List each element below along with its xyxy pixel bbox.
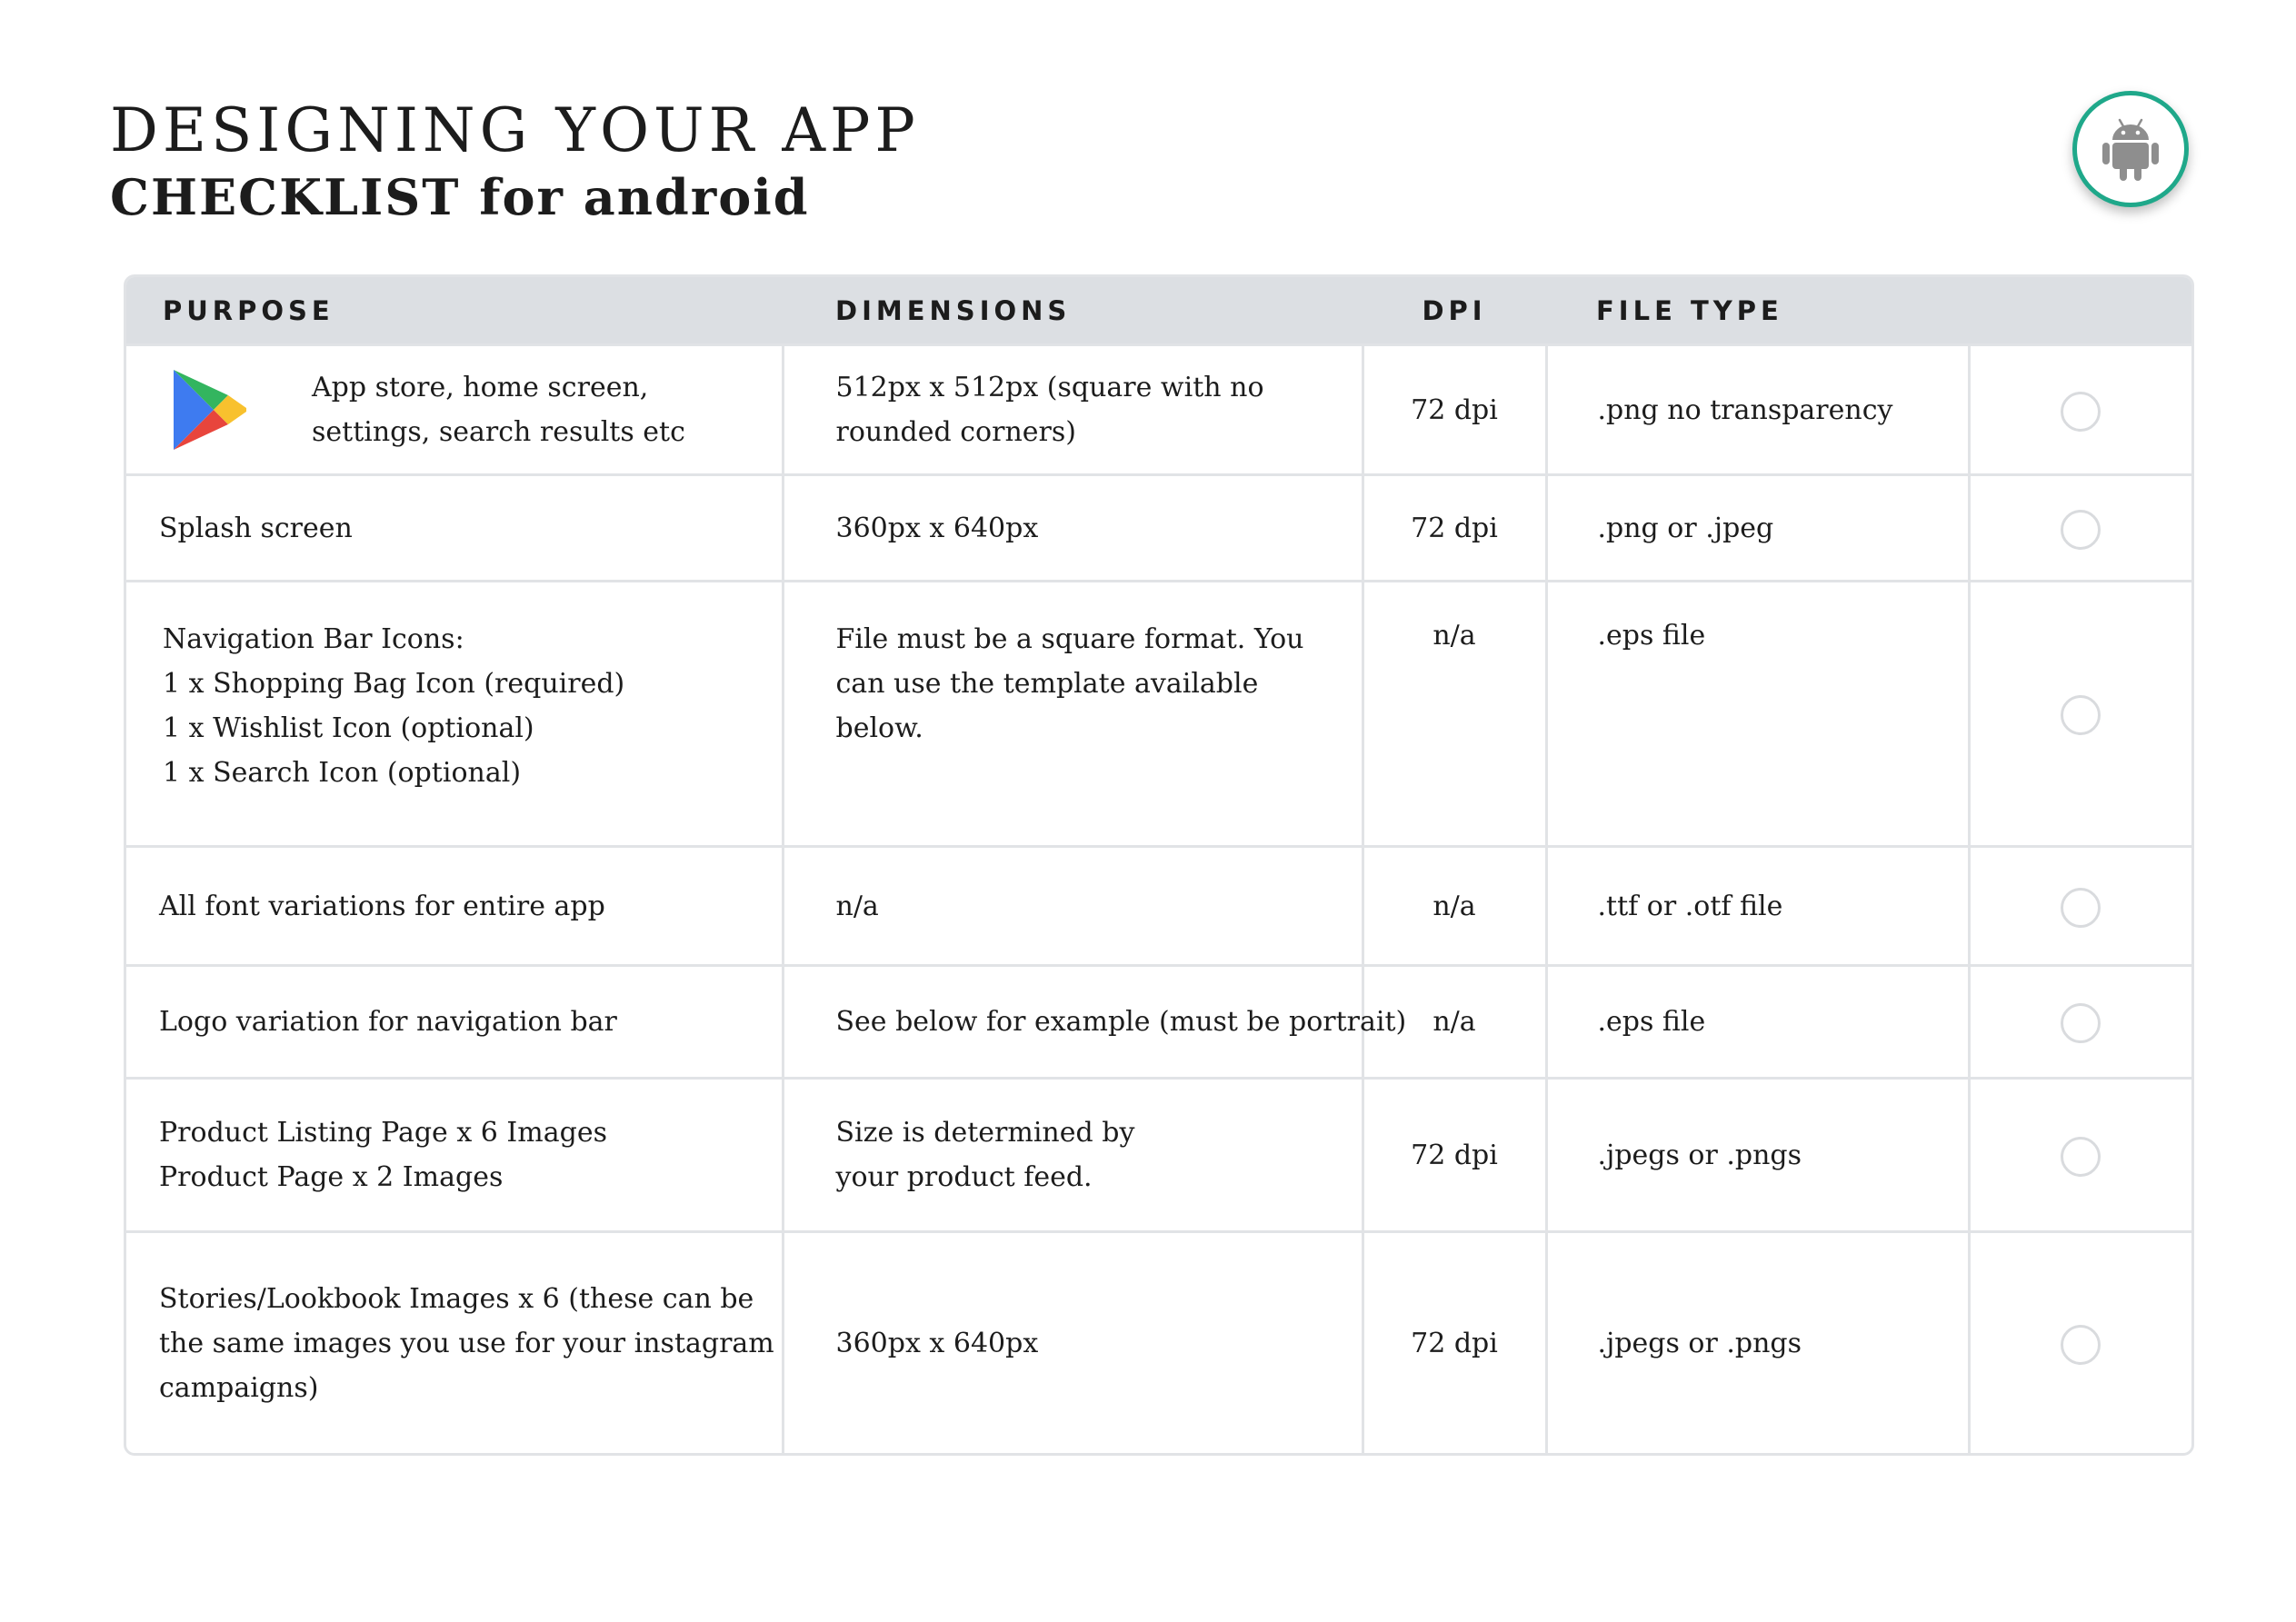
page-title: DESIGNING YOUR APP [110, 95, 920, 165]
purpose-text: campaigns) [159, 1372, 319, 1405]
table-row [126, 582, 2191, 847]
page-subtitle: CHECKLIST for android [110, 168, 810, 226]
table-header-row [126, 277, 2191, 345]
purpose-text: 1 x Search Icon (optional) [163, 757, 522, 789]
check-cell [1969, 966, 2191, 1079]
dimensions-cell [783, 1079, 1363, 1232]
purpose-text: Stories/Lookbook Images x 6 (these can be [159, 1283, 754, 1316]
checkbox[interactable] [2061, 392, 2101, 432]
column-header-dpi: DPI [1363, 277, 1546, 345]
table-row [126, 847, 2191, 966]
checkbox[interactable] [2061, 1137, 2101, 1177]
dimensions-text: can use the template available [835, 668, 1259, 700]
dpi-cell: n/a [1363, 582, 1546, 847]
file-type-cell: .jpegs or .pngs [1546, 1079, 1969, 1232]
table-row [126, 1232, 2191, 1455]
check-cell [1969, 345, 2191, 475]
checkbox[interactable] [2061, 510, 2101, 550]
table-row [126, 966, 2191, 1079]
checkbox[interactable] [2061, 1003, 2101, 1043]
dimensions-cell: See below for example (must be portrait) [783, 966, 1363, 1079]
purpose-cell [126, 345, 783, 475]
file-type-cell: .eps file [1546, 582, 1969, 847]
purpose-cell [126, 1079, 783, 1232]
table-row [126, 475, 2191, 582]
checkbox[interactable] [2061, 1325, 2101, 1365]
purpose-cell [126, 582, 783, 847]
checklist-table [124, 274, 2194, 1456]
column-header-check [1969, 277, 2191, 345]
dpi-cell: n/a [1363, 847, 1546, 966]
column-header-purpose: PURPOSE [126, 277, 783, 345]
purpose-text: 1 x Wishlist Icon (optional) [163, 712, 534, 744]
google-play-icon [170, 366, 246, 453]
dpi-cell: n/a [1363, 966, 1546, 1079]
checkbox[interactable] [2061, 888, 2101, 928]
dpi-cell: 72 dpi [1363, 345, 1546, 475]
file-type-cell: .ttf or .otf file [1546, 847, 1969, 966]
dimensions-text: below. [835, 712, 923, 744]
file-type-cell: .jpegs or .pngs [1546, 1232, 1969, 1455]
dimensions-text: File must be a square format. You [835, 623, 1304, 655]
column-header-file-type: FILE TYPE [1546, 277, 1969, 345]
dpi-cell: 72 dpi [1363, 1232, 1546, 1455]
dpi-cell: 72 dpi [1363, 1079, 1546, 1232]
dimensions-cell [783, 582, 1363, 847]
check-cell [1969, 1079, 2191, 1232]
purpose-text: App store, home screen, [312, 372, 649, 403]
file-type-cell: .eps file [1546, 966, 1969, 1079]
purpose-text: 1 x Shopping Bag Icon (required) [163, 668, 625, 700]
purpose-cell: Splash screen [126, 475, 783, 582]
dimensions-text: Size is determined by [835, 1117, 1135, 1149]
file-type-cell: .png no transparency [1546, 345, 1969, 475]
dimensions-text: rounded corners) [835, 416, 1076, 448]
android-badge [2072, 91, 2189, 207]
android-robot-icon [2101, 116, 2160, 182]
table-row [126, 345, 2191, 475]
checkbox[interactable] [2061, 695, 2101, 735]
table-row [126, 1079, 2191, 1232]
check-cell [1969, 475, 2191, 582]
purpose-text: settings, search results etc [312, 416, 685, 448]
purpose-cell: All font variations for entire app [126, 847, 783, 966]
dimensions-text: your product feed. [835, 1161, 1093, 1193]
purpose-text: Navigation Bar Icons: [163, 623, 464, 655]
file-type-cell: .png or .jpeg [1546, 475, 1969, 582]
check-cell [1969, 847, 2191, 966]
dpi-cell: 72 dpi [1363, 475, 1546, 582]
purpose-cell: Logo variation for navigation bar [126, 966, 783, 1079]
purpose-text: the same images you use for your instagram [159, 1328, 774, 1360]
column-header-dimensions: DIMENSIONS [783, 277, 1363, 345]
check-cell [1969, 582, 2191, 847]
check-cell [1969, 1232, 2191, 1455]
dimensions-text: 512px x 512px (square with no [835, 372, 1264, 403]
purpose-text: Product Page x 2 Images [159, 1161, 504, 1193]
dimensions-cell: n/a [783, 847, 1363, 966]
purpose-cell [126, 1232, 783, 1455]
dimensions-cell [783, 345, 1363, 475]
dimensions-cell: 360px x 640px [783, 1232, 1363, 1455]
dimensions-cell: 360px x 640px [783, 475, 1363, 582]
purpose-text: Product Listing Page x 6 Images [159, 1117, 607, 1149]
